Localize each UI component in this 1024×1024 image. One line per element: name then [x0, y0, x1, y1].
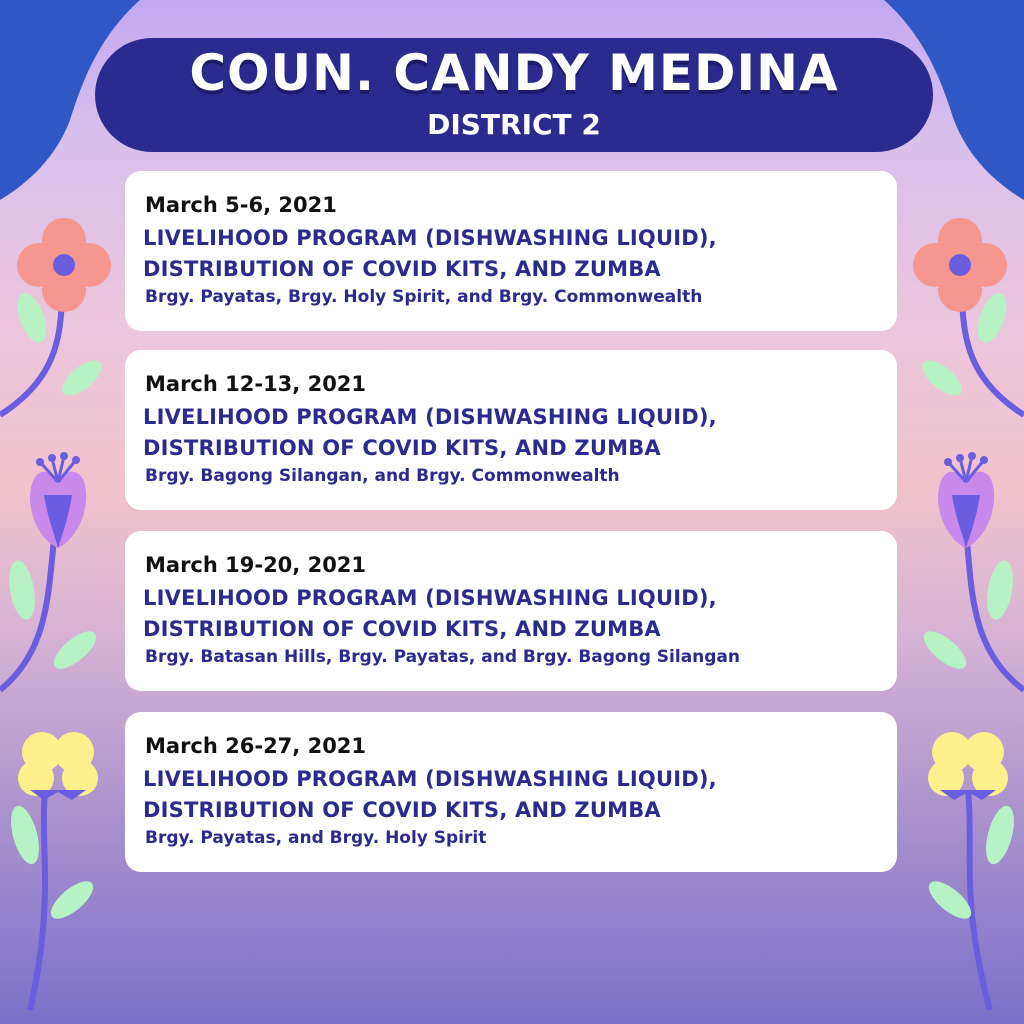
event-program-line: LIVELIHOOD PROGRAM (DISHWASHING LIQUID), [143, 767, 717, 791]
event-program-line: LIVELIHOOD PROGRAM (DISHWASHING LIQUID), [143, 405, 717, 429]
event-program-line: LIVELIHOOD PROGRAM (DISHWASHING LIQUID), [143, 226, 717, 250]
event-locations: Brgy. Payatas, Brgy. Holy Spirit, and Brgy. Commonwealth [145, 287, 703, 307]
event-program-line: LIVELIHOOD PROGRAM (DISHWASHING LIQUID), [143, 586, 717, 610]
event-card [125, 531, 897, 691]
yellow-flower-right [923, 732, 1019, 1010]
councilor-name: COUN. CANDY MEDINA [189, 44, 839, 102]
event-date: March 5-6, 2021 [145, 193, 337, 217]
event-program [143, 764, 717, 826]
event-locations: Brgy. Batasan Hills, Brgy. Payatas, and Brgy. Bagong Silangan [145, 647, 741, 667]
purple-flower-left [0, 452, 102, 690]
event-date: March 26-27, 2021 [145, 734, 367, 758]
header-banner [95, 38, 933, 152]
event-card [125, 171, 897, 331]
event-program-line: DISTRIBUTION OF COVID KITS, AND ZUMBA [143, 257, 661, 281]
event-date: March 12-13, 2021 [145, 372, 367, 396]
event-program [143, 583, 717, 645]
pink-flower-right [913, 218, 1024, 415]
event-locations: Brgy. Payatas, and Brgy. Holy Spirit [145, 828, 487, 848]
event-locations: Brgy. Bagong Silangan, and Brgy. Commonwealth [145, 466, 620, 486]
event-program-line: DISTRIBUTION OF COVID KITS, AND ZUMBA [143, 617, 661, 641]
event-program-line: DISTRIBUTION OF COVID KITS, AND ZUMBA [143, 436, 661, 460]
event-program [143, 402, 717, 464]
event-program [143, 223, 717, 285]
event-program-line: DISTRIBUTION OF COVID KITS, AND ZUMBA [143, 798, 661, 822]
event-card [125, 350, 897, 510]
purple-flower-right [918, 452, 1024, 690]
pink-flower-left [0, 218, 111, 415]
event-date: March 19-20, 2021 [145, 553, 367, 577]
district-label: DISTRICT 2 [427, 108, 601, 141]
event-card [125, 712, 897, 872]
yellow-flower-left [6, 732, 99, 1010]
